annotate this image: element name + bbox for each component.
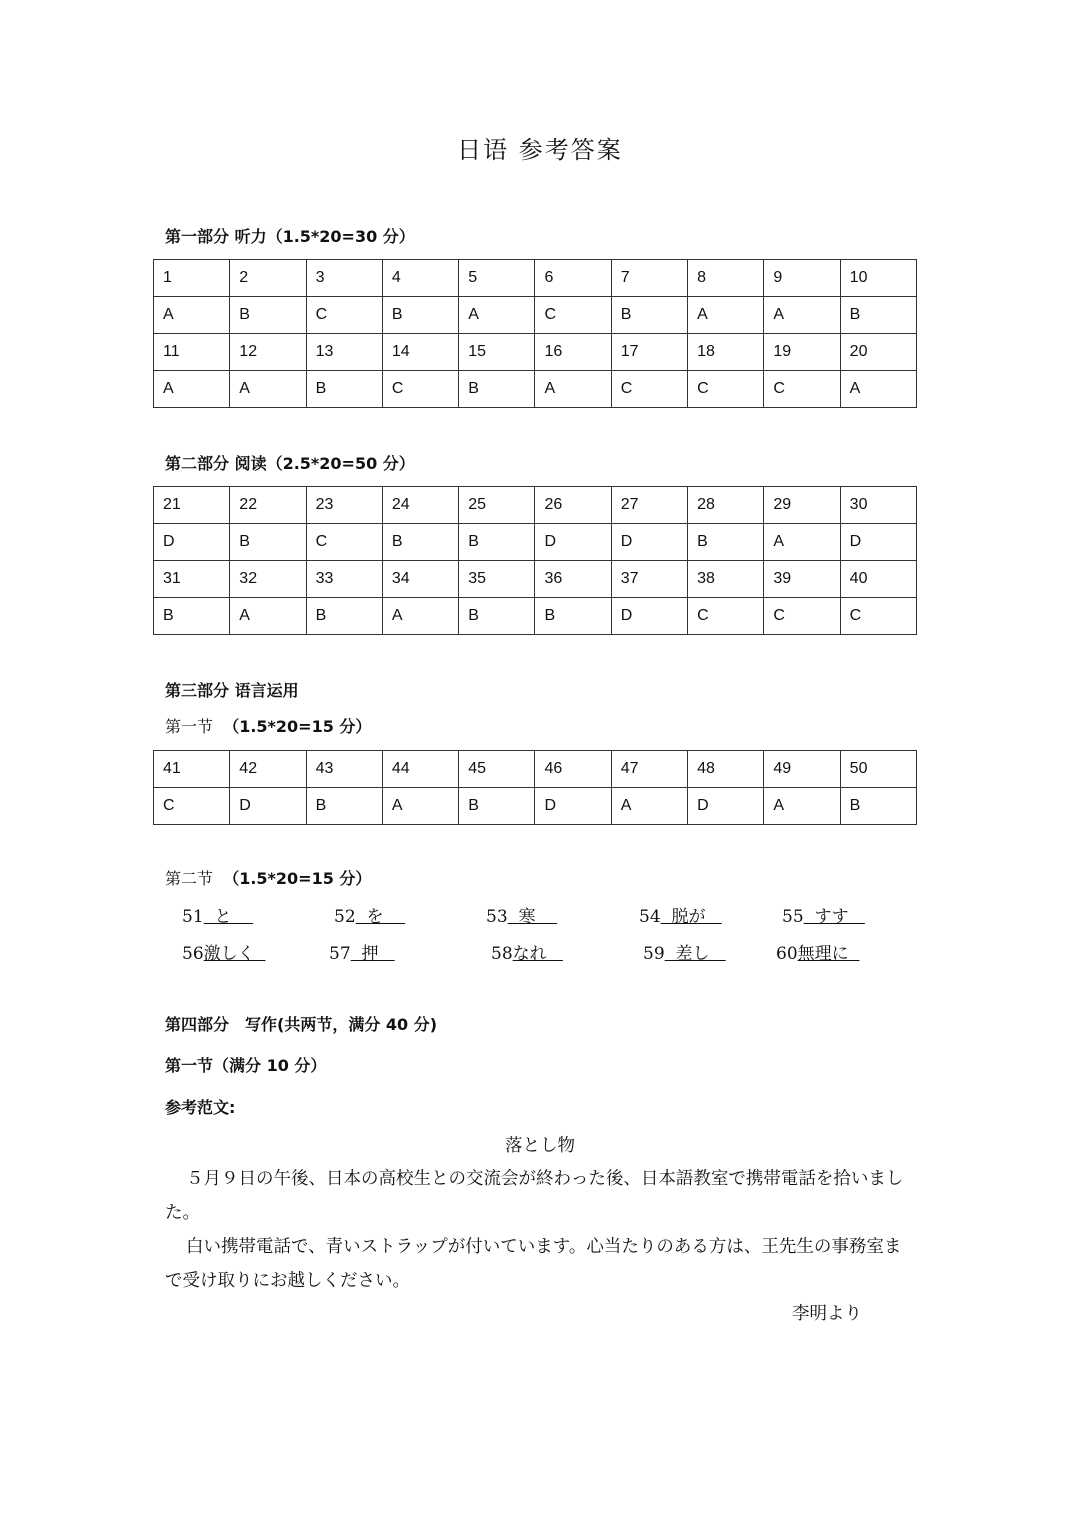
answer-cell: B [840,297,916,334]
question-number-cell: 19 [764,334,840,371]
section2-label: 第二节 [165,869,214,888]
fill-item: 57 押 [329,944,395,964]
question-number-cell: 5 [459,260,535,297]
question-number-cell: 4 [382,260,458,297]
essay-signature: 李明より [792,1304,862,1324]
question-number-cell: 30 [840,487,916,524]
answer-row [154,524,917,561]
answer-cell: A [764,524,840,561]
answer-cell: D [535,524,611,561]
question-number-cell: 6 [535,260,611,297]
question-number-cell: 15 [459,334,535,371]
question-number-cell: 31 [154,561,230,598]
question-number-cell: 2 [230,260,306,297]
question-number-row [154,561,917,598]
part1-answer-table [153,259,917,408]
answer-cell: C [306,297,382,334]
answer-cell: C [535,297,611,334]
answer-cell: B [535,598,611,635]
answer-cell: B [611,297,687,334]
answer-cell: B [459,788,535,825]
fill-item: 52 を [334,907,406,927]
question-number-cell: 27 [611,487,687,524]
question-number-cell: 43 [306,751,382,788]
question-number-row [154,487,917,524]
question-number-cell: 1 [154,260,230,297]
essay-body [165,1162,910,1298]
answer-cell: B [382,524,458,561]
question-number-cell: 18 [688,334,764,371]
fill-answer: なれ [512,944,563,964]
answer-cell: D [535,788,611,825]
fill-answer: を [355,907,406,927]
part3-heading: 第三部分 语言运用 [165,681,299,700]
answer-cell: C [688,371,764,408]
question-number-cell: 39 [764,561,840,598]
part1-heading: 第一部分 听力（1.5*20=30 分） [165,227,415,246]
answer-cell: C [382,371,458,408]
answer-cell: C [764,598,840,635]
answer-cell: A [154,371,230,408]
question-number-cell: 21 [154,487,230,524]
page-title: 日语 参考答案 [457,136,623,164]
question-number-cell: 49 [764,751,840,788]
answer-cell: B [230,524,306,561]
answer-cell: A [154,297,230,334]
part4-heading: 第四部分 写作(共两节，满分 40 分) [165,1015,438,1034]
question-number-cell: 12 [230,334,306,371]
essay-title: 落とし物 [505,1136,575,1156]
question-number-cell: 32 [230,561,306,598]
answer-cell: A [764,788,840,825]
question-number-cell: 16 [535,334,611,371]
essay-paragraph: 白い携帯電話で、青いストラップが付いています。心当たりのある方は、王先生の事務室まで受け取りにお越しください。 [165,1237,902,1291]
answer-row [154,297,917,334]
answer-row [154,598,917,635]
question-number-cell: 3 [306,260,382,297]
question-number-cell: 9 [764,260,840,297]
question-number-row [154,751,917,788]
fill-item: 58なれ [491,944,563,964]
question-number-cell: 47 [611,751,687,788]
answer-cell: D [230,788,306,825]
answer-cell: D [840,524,916,561]
fill-answer: 激しく [203,944,266,964]
answer-cell: B [459,598,535,635]
question-number-cell: 25 [459,487,535,524]
answer-cell: B [306,371,382,408]
question-number-cell: 7 [611,260,687,297]
question-number-cell: 44 [382,751,458,788]
answer-cell: A [459,297,535,334]
answer-cell: B [306,598,382,635]
sample-essay-label: 参考范文: [165,1098,236,1117]
question-number-cell: 38 [688,561,764,598]
fill-answer: 無理に [797,944,860,964]
part3-answer-table [153,750,917,825]
section1-label: 第一节 [165,717,214,736]
question-number-cell: 41 [154,751,230,788]
question-number-cell: 48 [688,751,764,788]
question-number-row [154,334,917,371]
fill-item: 55 すす [782,907,865,927]
section2-score: （1.5*20=15 分） [223,869,372,888]
answer-cell: B [154,598,230,635]
answer-cell: C [154,788,230,825]
answer-cell: D [611,524,687,561]
answer-cell: A [382,598,458,635]
answer-cell: C [688,598,764,635]
answer-cell: B [840,788,916,825]
answer-cell: A [611,788,687,825]
fill-answer: 寒 [507,907,558,927]
fill-answer: 脱が [660,907,722,927]
question-number-cell: 26 [535,487,611,524]
question-number-cell: 45 [459,751,535,788]
fill-item: 56激しく [182,944,266,964]
question-number-cell: 10 [840,260,916,297]
answer-row [154,788,917,825]
question-number-cell: 28 [688,487,764,524]
question-number-cell: 20 [840,334,916,371]
part3-section1-heading [165,714,371,737]
answer-cell: B [459,524,535,561]
question-number-cell: 17 [611,334,687,371]
question-number-cell: 35 [459,561,535,598]
answer-cell: C [764,371,840,408]
answer-cell: A [764,297,840,334]
fill-item: 53 寒 [486,907,558,927]
answer-cell: A [840,371,916,408]
essay-paragraph: ５月９日の午後、日本の高校生との交流会が終わった後、日本語教室で携帯電話を拾いました。 [165,1169,904,1223]
answer-cell: D [611,598,687,635]
question-number-cell: 42 [230,751,306,788]
answer-cell: A [230,371,306,408]
question-number-cell: 34 [382,561,458,598]
question-number-cell: 22 [230,487,306,524]
question-number-cell: 37 [611,561,687,598]
question-number-cell: 24 [382,487,458,524]
answer-cell: A [688,297,764,334]
answer-cell: D [154,524,230,561]
part4-section1-heading: 第一节（满分 10 分） [165,1056,327,1075]
answer-row [154,371,917,408]
part3-section2-heading [165,866,371,889]
question-number-cell: 46 [535,751,611,788]
question-number-cell: 14 [382,334,458,371]
question-number-cell: 8 [688,260,764,297]
part2-answer-table [153,486,917,635]
answer-cell: B [306,788,382,825]
fill-item: 59 差し [643,944,726,964]
answer-cell: B [230,297,306,334]
fill-item: 54 脱が [639,907,722,927]
fill-item: 51 と [182,907,254,927]
section1-score: （1.5*20=15 分） [223,717,372,736]
answer-cell: A [230,598,306,635]
question-number-cell: 23 [306,487,382,524]
question-number-cell: 40 [840,561,916,598]
answer-cell: B [382,297,458,334]
part2-heading: 第二部分 阅读（2.5*20=50 分） [165,454,415,473]
answer-cell: A [382,788,458,825]
answer-cell: C [840,598,916,635]
fill-answer: 押 [350,944,395,964]
question-number-row [154,260,917,297]
question-number-cell: 36 [535,561,611,598]
question-number-cell: 33 [306,561,382,598]
question-number-cell: 50 [840,751,916,788]
answer-cell: D [688,788,764,825]
answer-cell: A [535,371,611,408]
answer-cell: C [611,371,687,408]
answer-cell: B [459,371,535,408]
fill-item: 60無理に [776,944,860,964]
fill-answer: と [203,907,254,927]
answer-cell: B [688,524,764,561]
fill-answer: 差し [664,944,726,964]
question-number-cell: 11 [154,334,230,371]
question-number-cell: 13 [306,334,382,371]
fill-answer: すす [803,907,865,927]
answer-cell: C [306,524,382,561]
question-number-cell: 29 [764,487,840,524]
